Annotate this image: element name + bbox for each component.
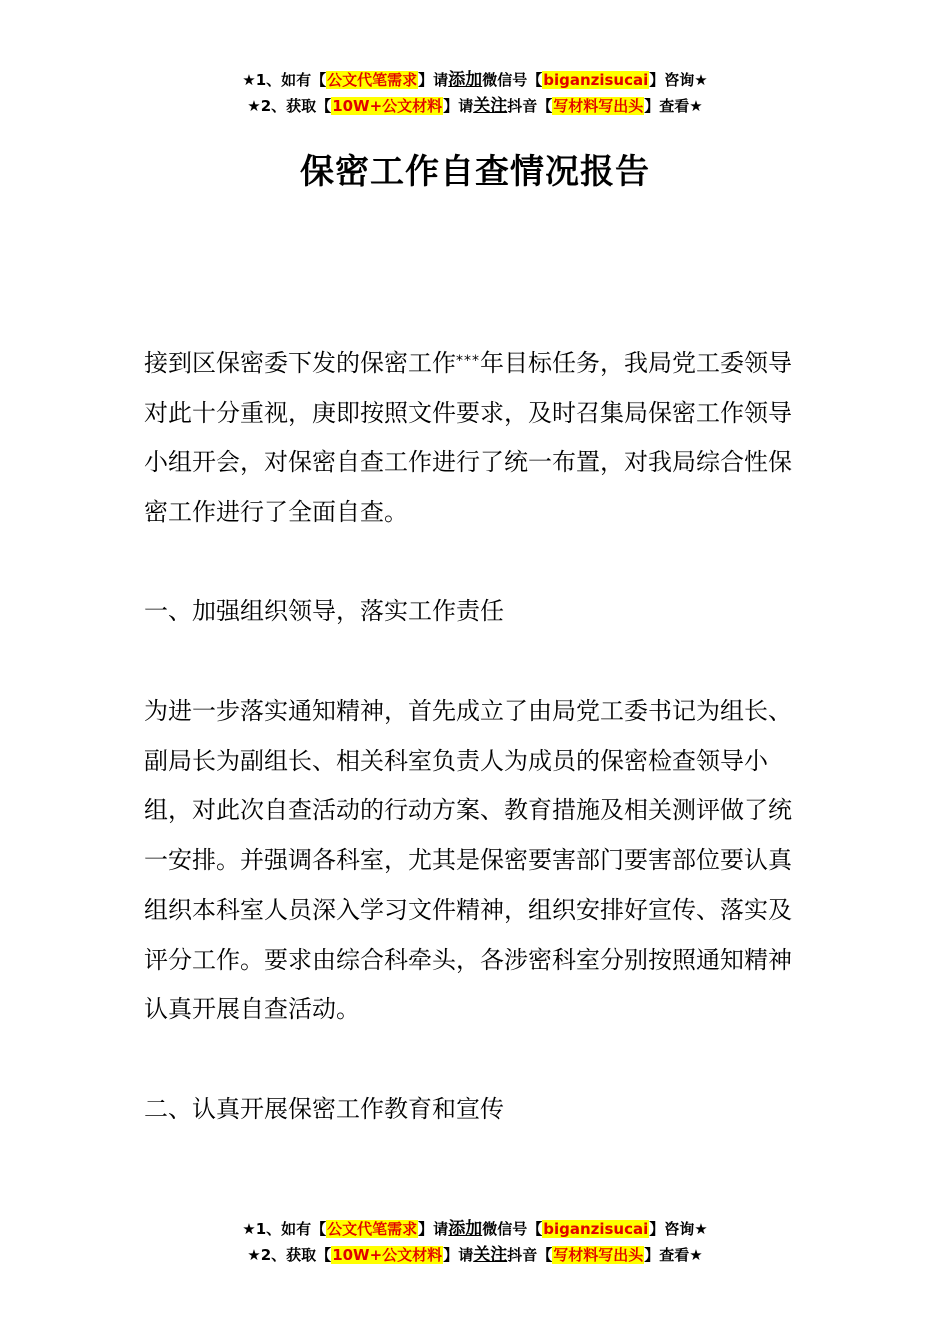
paragraph-intro — [144, 337, 808, 538]
banner-underline: 关注 — [473, 1245, 508, 1265]
banner-line-1 — [0, 67, 950, 93]
paragraph-text: 为进一步落实通知精神，首先成立了由局党工委书记为组长、副局长为副组长、相关科室负责人为成员的保密检查领导小组，对此次自查活动的行动方案、教育措施及相关测评做了统一安排。并强调各科室，尤其是保密要害部门要害部位要认真组织本科室人员深入学习文件精神，组织安排好宣传、落实及评分工作。要求由综合科牵头，各涉密科室分别按照通知精神认真开展自查活动。 — [144, 697, 792, 1024]
banner-text: 】查看★ — [644, 1246, 703, 1264]
footer-banner — [0, 1216, 950, 1268]
banner-underline: 添加 — [448, 70, 483, 90]
section-heading-text: 二、认真开展保密工作教育和宣传 — [144, 1095, 504, 1123]
banner-wechat-id: biganzisucai — [543, 71, 649, 89]
paragraph-organization — [144, 687, 808, 1035]
document-title: 保密工作自查情况报告 — [300, 152, 650, 192]
banner-highlight: 10W+公文材料 — [332, 1246, 443, 1264]
banner-text: 微信号【 — [482, 1220, 543, 1238]
banner-highlight: 10W+公文材料 — [332, 97, 443, 115]
banner-underline: 添加 — [448, 1219, 483, 1239]
banner-underline: 关注 — [473, 96, 508, 116]
banner-highlight: 公文代笔需求 — [327, 71, 418, 89]
banner-text: 微信号【 — [482, 71, 543, 89]
paragraph-text: 接到区保密委下发的保密工作 — [144, 349, 456, 377]
banner-text: 】咨询★ — [649, 71, 708, 89]
redacted-year: *** — [456, 353, 480, 369]
banner-douyin-id: 写材料写出头 — [553, 1246, 644, 1264]
section-heading-1 — [144, 587, 808, 637]
banner-text: 】请 — [418, 71, 449, 89]
banner-text: ★2、获取【 — [247, 97, 332, 115]
banner-text: 】请 — [418, 1220, 449, 1238]
banner-douyin-id: 写材料写出头 — [553, 97, 644, 115]
section-heading-2 — [144, 1085, 808, 1135]
paragraph-text: 年目标任务，我局党工委领导对此十分重视，庚即按照文件要求，及时召集局保密工作领导小组开会，对保密自查工作进行了统一布置，对我局综合性保密工作进行了全面自查。 — [144, 349, 792, 527]
banner-text: ★1、如有【 — [242, 1220, 327, 1238]
banner-text: 】咨询★ — [649, 1220, 708, 1238]
banner-text: ★1、如有【 — [242, 71, 327, 89]
banner-line-2 — [0, 93, 950, 119]
banner-text: 】请 — [443, 97, 474, 115]
banner-text: ★2、获取【 — [247, 1246, 332, 1264]
banner-text: 抖音【 — [507, 1246, 553, 1264]
section-heading-text: 一、加强组织领导，落实工作责任 — [144, 597, 504, 625]
banner-text: 】查看★ — [644, 97, 703, 115]
banner-highlight: 公文代笔需求 — [327, 1220, 418, 1238]
banner-line-1 — [0, 1216, 950, 1242]
banner-text: 】请 — [443, 1246, 474, 1264]
header-banner — [0, 67, 950, 119]
banner-line-2 — [0, 1242, 950, 1268]
banner-text: 抖音【 — [507, 97, 553, 115]
banner-wechat-id: biganzisucai — [543, 1220, 649, 1238]
